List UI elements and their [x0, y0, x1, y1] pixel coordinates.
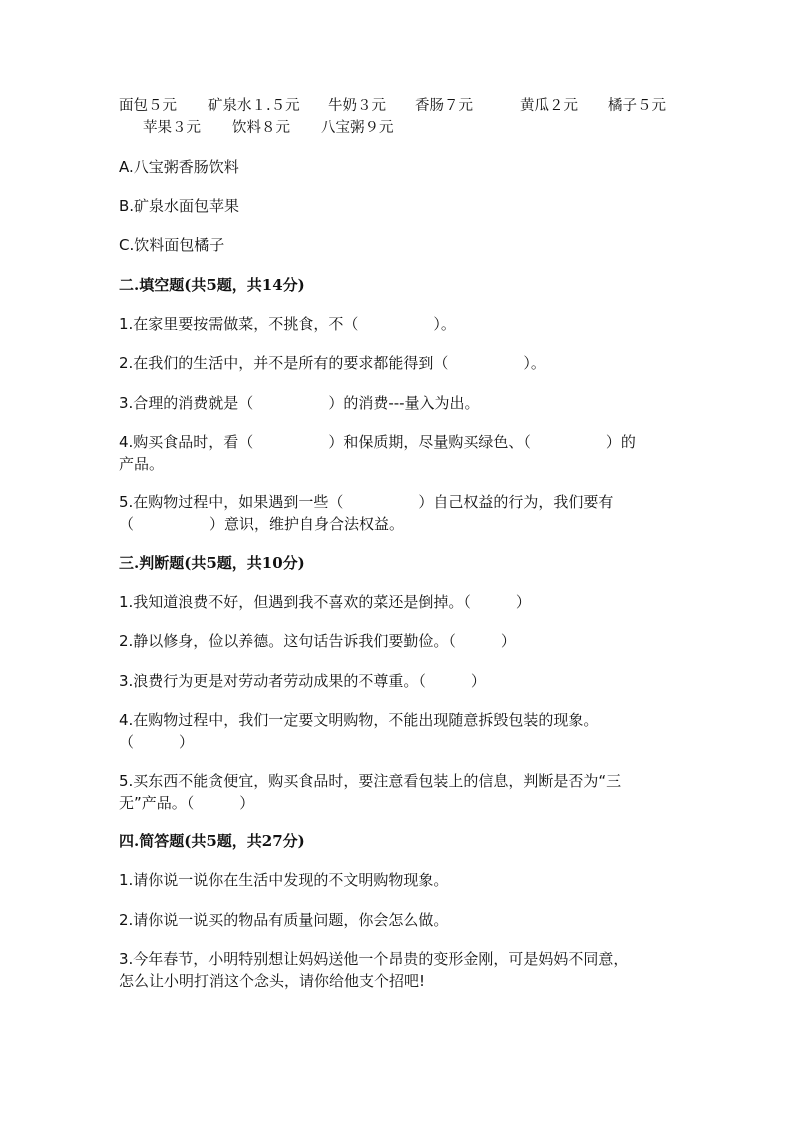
price-item-drink: 饮料８元 [232, 120, 290, 136]
price-item-bread: 面包５元 [119, 98, 177, 114]
option-a: A.八宝粥香肠饮料 [119, 158, 239, 176]
price-item-orange: 橘子５元 [608, 98, 666, 114]
price-item-water: 矿泉水１.５元 [208, 98, 300, 114]
true-false-question-1: 1.我知道浪费不好，但遇到我不喜欢的菜还是倒掉。（ ） [119, 593, 531, 611]
option-c: C.饮料面包橘子 [119, 236, 225, 254]
price-item-milk: 牛奶３元 [328, 98, 386, 114]
section-heading-fill-blank: 二.填空题(共5题，共14分) [119, 276, 305, 294]
true-false-question-3: 3.浪费行为更是对劳动者劳动成果的不尊重。（ ） [119, 672, 486, 690]
fill-blank-question-3: 3.合理的消费就是（ ）的消费---量入为出。 [119, 394, 480, 412]
fill-blank-question-5-line-2: （ ）意识，维护自身合法权益。 [119, 515, 405, 533]
short-answer-question-3-line-1: 3.今年春节，小明特别想让妈妈送他一个昂贵的变形金刚，可是妈妈不同意， [119, 950, 629, 968]
true-false-question-5-line-1: 5.买东西不能贪便宜，购买食品时，要注意看包装上的信息，判断是否为“三 [119, 772, 622, 790]
fill-blank-question-4-line-2: 产品。 [119, 455, 165, 473]
fill-blank-question-1: 1.在家里要按需做菜，不挑食，不（ ）。 [119, 315, 456, 333]
price-item-sausage: 香肠７元 [415, 98, 473, 114]
true-false-question-4-line-1: 4.在购物过程中，我们一定要文明购物，不能出现随意拆毁包装的现象。 [119, 711, 599, 729]
fill-blank-question-2: 2.在我们的生活中，并不是所有的要求都能得到（ ）。 [119, 354, 546, 372]
fill-blank-question-5-line-1: 5.在购物过程中，如果遇到一些（ ）自己权益的行为，我们要有 [119, 493, 614, 511]
price-item-apple: 苹果３元 [143, 120, 201, 136]
section-heading-true-false: 三.判断题(共5题，共10分) [119, 554, 305, 572]
true-false-question-2: 2.静以修身，俭以养德。这句话告诉我们要勤俭。（ ） [119, 632, 516, 650]
option-b: B.矿泉水面包苹果 [119, 197, 240, 215]
fill-blank-question-4-line-1: 4.购买食品时，看（ ）和保质期，尽量购买绿色、（ ）的 [119, 433, 636, 451]
true-false-question-4-line-2: （ ） [119, 733, 195, 751]
true-false-question-5-line-2: 无”产品。（ ） [119, 794, 255, 812]
price-list-row-2 [143, 117, 543, 139]
short-answer-question-2: 2.请你说一说买的物品有质量问题，你会怎么做。 [119, 911, 449, 929]
short-answer-question-1: 1.请你说一说你在生活中发现的不文明购物现象。 [119, 871, 449, 889]
price-item-cucumber: 黄瓜２元 [520, 98, 578, 114]
price-list-row-1 [119, 95, 699, 117]
short-answer-question-3-line-2: 怎么让小明打消这个念头，请你给他支个招吧! [119, 972, 426, 990]
section-heading-short-answer: 四.简答题(共5题，共27分) [119, 832, 305, 850]
price-item-porridge: 八宝粥９元 [321, 120, 394, 136]
